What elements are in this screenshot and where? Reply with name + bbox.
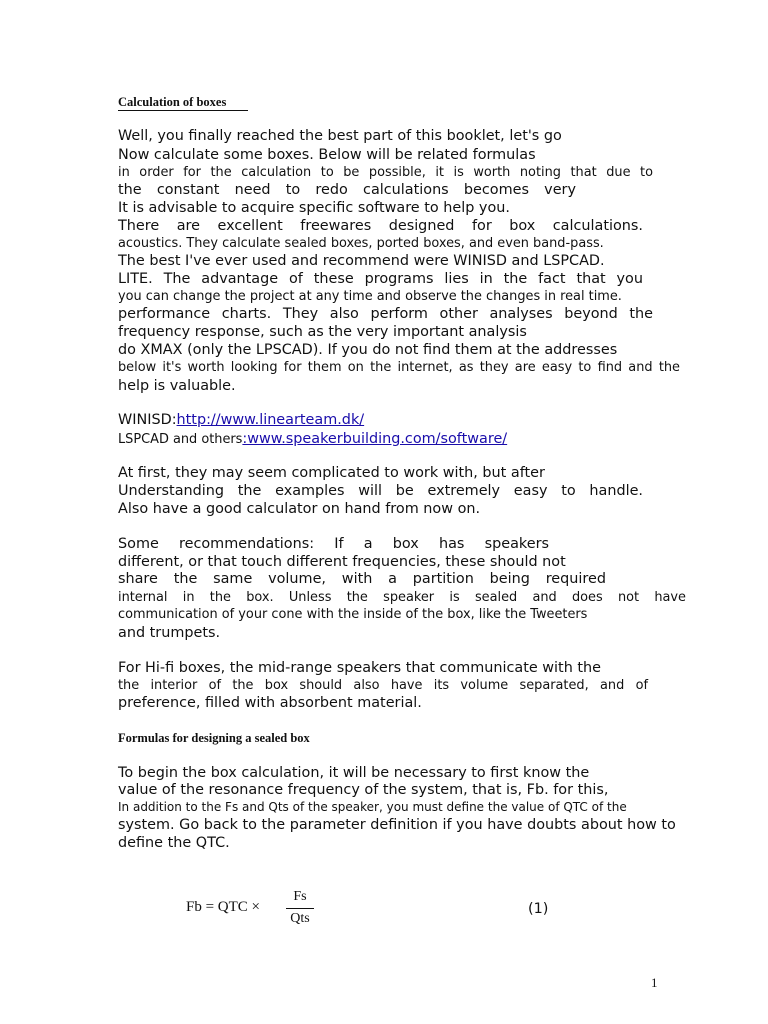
- paragraph-line: value of the resonance frequency of the system, that is, Fb. for this,: [118, 782, 609, 798]
- section-heading-sealed-box: Formulas for designing a sealed box: [118, 731, 310, 745]
- lspcad-label: LSPCAD and others: [118, 432, 243, 447]
- fraction-bar: [286, 908, 314, 909]
- paragraph-line: performance charts. They also perform other analyses beyond the: [118, 306, 653, 322]
- paragraph-line: Also have a good calculator on hand from now on.: [118, 501, 481, 517]
- paragraph-line: Some recommendations: If a box has speakers: [118, 536, 549, 552]
- formula-numerator: Fs: [293, 889, 307, 904]
- lspcad-link-line: [118, 431, 507, 447]
- paragraph-line: you can change the project at any time and observe the changes in real time.: [118, 289, 622, 304]
- paragraph-line: For Hi-fi boxes, the mid-range speakers that communicate with the: [118, 660, 602, 676]
- paragraph-line: below it's worth looking for them on the internet, as they are easy to find and the: [118, 360, 680, 375]
- page-number: 1: [651, 975, 658, 990]
- paragraph-line: and trumpets.: [118, 625, 221, 641]
- paragraph-line: help is valuable.: [118, 378, 236, 394]
- equation-number: (1): [528, 901, 549, 917]
- paragraph-line: internal in the box. Unless the speaker is sealed and does not have: [118, 590, 686, 605]
- paragraph-line: The best I've ever used and recommend were WINISD and LSPCAD.: [118, 253, 605, 269]
- winisd-link[interactable]: http://www.linearteam.dk/: [176, 412, 365, 428]
- formula-denominator: Qts: [290, 911, 310, 926]
- paragraph-line: frequency response, such as the very important analysis: [118, 324, 527, 340]
- paragraph-line: Now calculate some boxes. Below will be related formulas: [118, 147, 536, 163]
- paragraph-line: Understanding the examples will be extremely easy to handle.: [118, 483, 643, 499]
- lspcad-link[interactable]: :www.speakerbuilding.com/software/: [242, 431, 508, 447]
- paragraph-line: There are excellent freewares designed for box calculations.: [118, 218, 643, 234]
- paragraph-line: Well, you finally reached the best part of this booklet, let's go: [118, 128, 562, 144]
- paragraph-line: do XMAX (only the LPSCAD). If you do not find them at the addresses: [118, 342, 618, 358]
- winisd-label: WINISD:: [118, 412, 177, 428]
- paragraph-line: the interior of the box should also have its volume separated, and of: [118, 678, 648, 693]
- paragraph-line: It is advisable to acquire specific software to help you.: [118, 200, 510, 216]
- paragraph-line: preference, filled with absorbent material.: [118, 695, 422, 711]
- paragraph-line: define the QTC.: [118, 835, 230, 851]
- paragraph-line: communication of your cone with the inside of the box, like the Tweeters: [118, 607, 588, 622]
- paragraph-line: share the same volume, with a partition being required: [118, 571, 606, 587]
- formula-lhs: Fb = QTC ×: [186, 899, 261, 915]
- paragraph-line: To begin the box calculation, it will be necessary to first know the: [118, 765, 590, 781]
- paragraph-line: in order for the calculation to be possible, it is worth noting that due to: [118, 165, 653, 180]
- paragraph-line: LITE. The advantage of these programs lies in the fact that you: [118, 271, 643, 287]
- paragraph-line: system. Go back to the parameter definition if you have doubts about how to: [118, 817, 676, 833]
- paragraph-line: different, or that touch different frequencies, these should not: [118, 554, 566, 570]
- paragraph-line: In addition to the Fs and Qts of the speaker, you must define the value of QTC of the: [118, 800, 627, 814]
- section-heading-calculation: Calculation of boxes: [118, 95, 248, 111]
- paragraph-line: acoustics. They calculate sealed boxes, ported boxes, and even band-pass.: [118, 236, 604, 251]
- winisd-link-line: [118, 412, 364, 428]
- paragraph-line: At first, they may seem complicated to work with, but after: [118, 465, 545, 481]
- paragraph-line: the constant need to redo calculations becomes very: [118, 182, 576, 198]
